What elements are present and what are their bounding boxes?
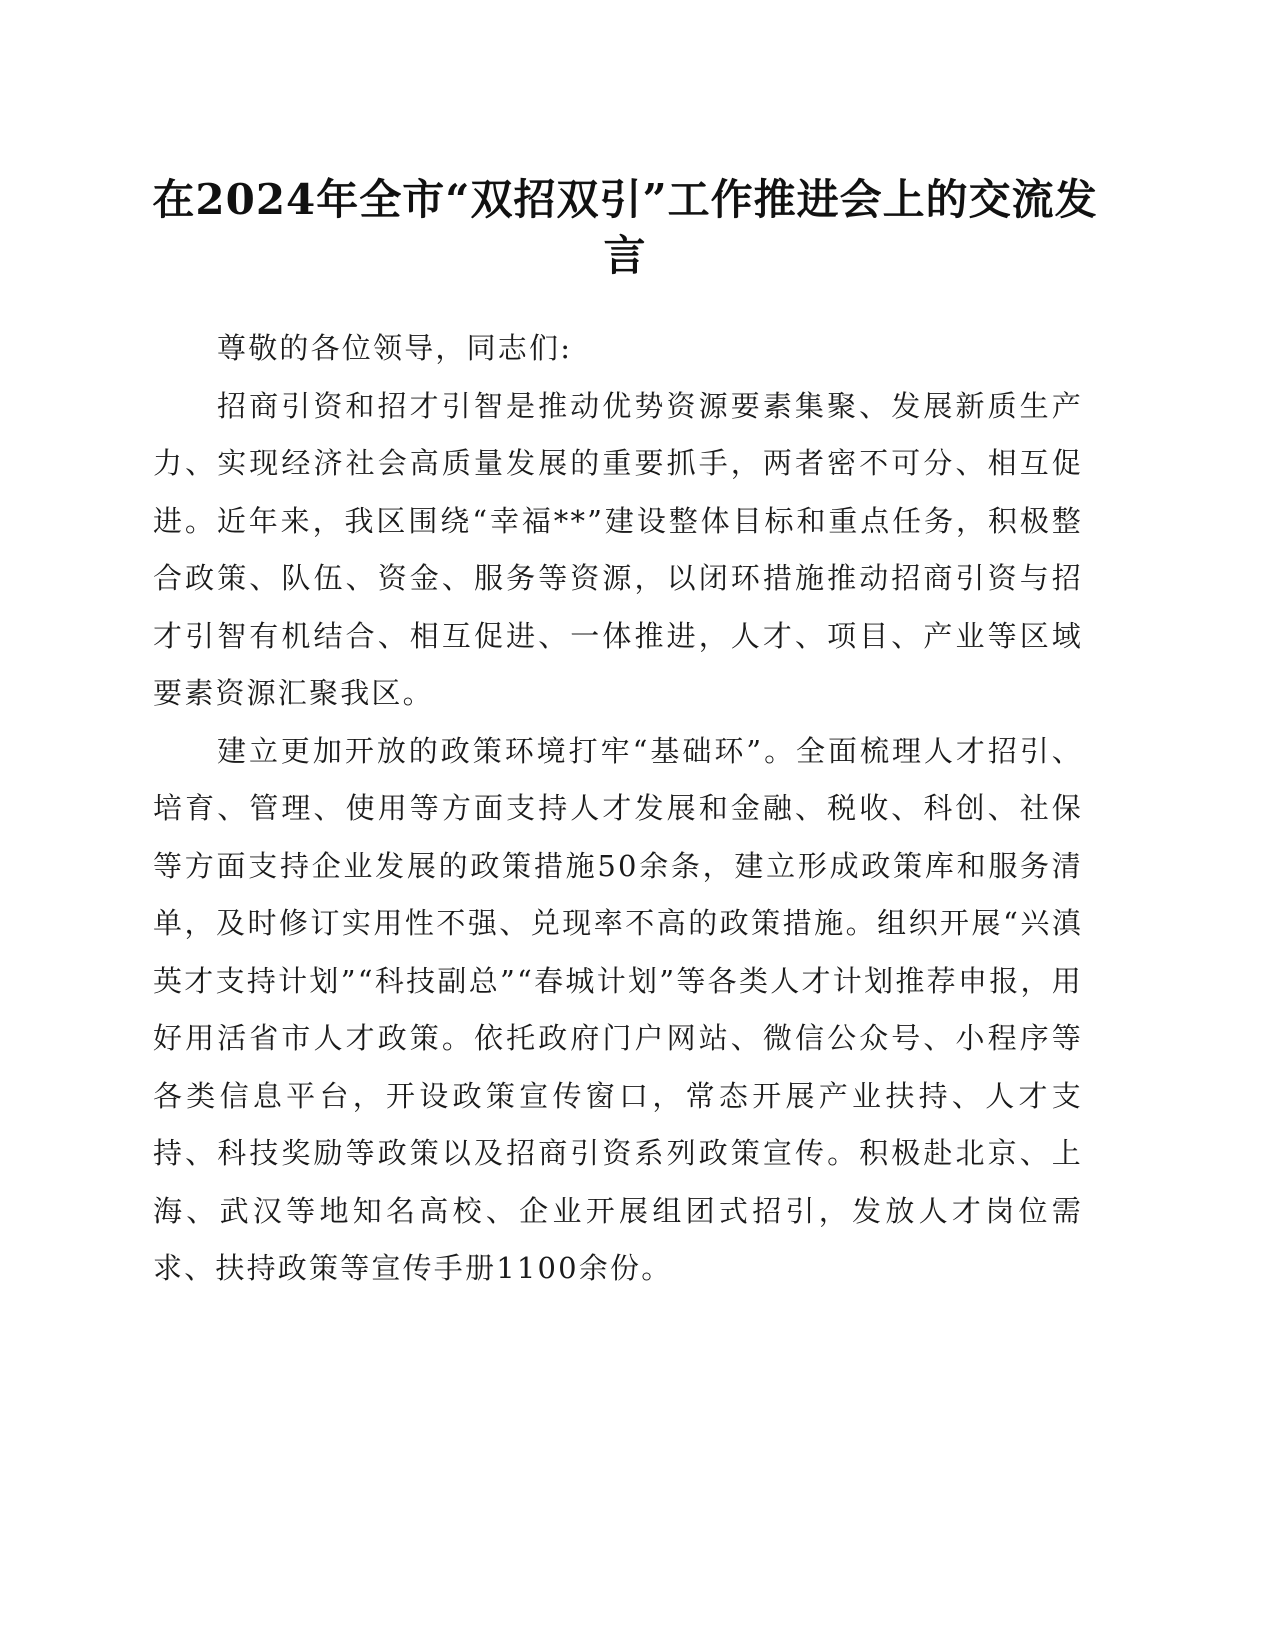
document-title: 在2024年全市“双招双引”工作推进会上的交流发言 [152,175,1098,280]
body-paragraph-intro: 招商引资和招才引智是推动优势资源要素集聚、发展新质生产力、实现经济社会高质量发展的重要抓手，两者密不可分、相互促进。近年来，我区围绕“幸福**”建设整体目标和重点任务，积极整合政策、队伍、资金、服务等资源，以闭环措施推动招商引资与招才引智有机结合、相互促进、一体推进，人才、项目、产业等区域要素资源汇聚我区。 [153,388,1083,710]
body-paragraph-policy: 建立更加开放的政策环境打牢“基础环”。全面梳理人才招引、培育、管理、使用等方面支持人才发展和金融、税收、科创、社保等方面支持企业发展的政策措施50余条，建立形成政策库和服务清单，及时修订实用性不强、兑现率不高的政策措施。组织开展“兴滇英才支持计划”“科技副总”“春城计划”等各类人才计划推荐申报，用好用活省市人才政策。依托政府门户网站、微信公众号、小程序等各类信息平台，开设政策宣传窗口，常态开展产业扶持、人才支持、科技奖励等政策以及招商引资系列政策宣传。积极赴北京、上海、武汉等地知名高校、企业开展组团式招引，发放人才岗位需求、扶持政策等宣传手册1100余份。 [153,733,1083,1285]
salutation: 尊敬的各位领导，同志们: [217,331,573,365]
document-body [153,320,1083,1298]
